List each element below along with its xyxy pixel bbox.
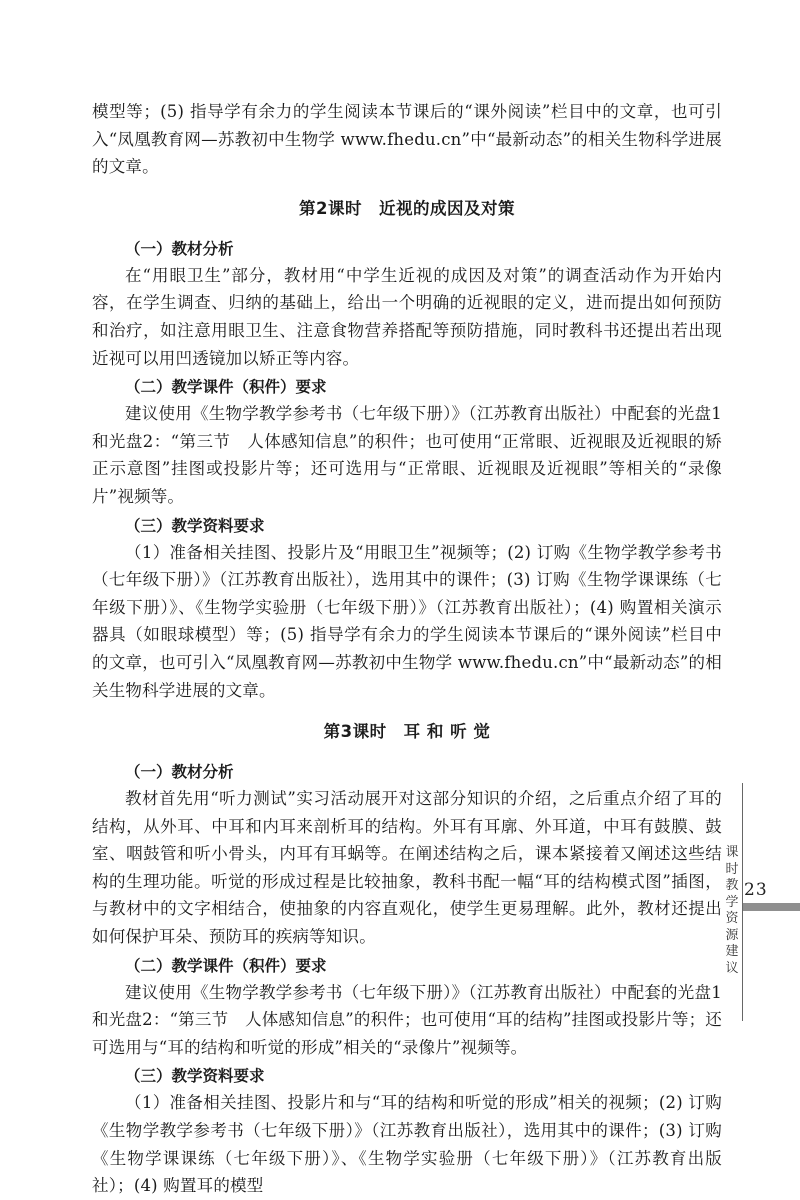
lesson3-materials-text: （1）准备相关挂图、投影片和与“耳的结构和听觉的形成”相关的视频；(2) 订购《生物学教学参考书（七年级下册）》（江苏教育出版社），选用其中的课件；(3) 订购《生物学课课练（七年级下册）》、《生物学实验册（七年级下册）》（江苏教育出版社）；(4) 购置耳的模型 (92, 1093, 722, 1196)
lesson2-title: 第2课时 近视的成因及对策 (299, 198, 515, 218)
lesson2-analysis-text: 在“用眼卫生”部分，教材用“中学生近视的成因及对策”的调查活动作为开始内容，在学生调查、归纳的基础上，给出一个明确的近视眼的定义，进而提出如何预防和治疗，如注意用眼卫生、注意食物营养搭配等预防措施，同时教科书还提出若出现近视可以用凹透镜加以矫正等内容。 (92, 265, 722, 368)
margin-section-label: 课时教学资源建议 (725, 845, 739, 976)
intro-paragraph: 模型等；(5) 指导学有余力的学生阅读本节课后的“课外阅读”栏目中的文章，也可引入“凤凰教育网—苏教初中生物学 www.fhedu.cn”中“最新动态”的相关生物科学进展的文章。 (92, 102, 722, 177)
lesson2-materials-text: （1）准备相关挂图、投影片及“用眼卫生”视频等；(2) 订购《生物学教学参考书（七年级下册）》（江苏教育出版社），选用其中的课件；(3) 订购《生物学课课练（七年级下册）》、《生物学实验册（七年级下册）》（江苏教育出版社）；(4) 购置相关演示器具（如眼球模型）等；(5) 指导学有余力的学生阅读本节课后的“课外阅读”栏目中的文章，也可引入“凤凰教育网—苏教初中生物学 www.fhedu.cn”中“最新动态”的相关生物科学进展的文章。 (92, 542, 722, 700)
lesson3-heading-materials: （三）教学资料要求 (125, 1067, 265, 1086)
lesson3-title: 第3课时 耳 和 听 觉 (323, 722, 491, 742)
lesson3-heading-courseware: （二）教学课件（积件）要求 (125, 956, 327, 975)
lesson3-analysis-text: 教材首先用“听力测试”实习活动展开对这部分知识的介绍，之后重点介绍了耳的结构，从外耳、中耳和内耳来剖析耳的结构。外耳有耳廓、外耳道，中耳有鼓膜、鼓室、咽鼓管和听小骨头，内耳有耳蜗等。在阐述结构之后，课本紧接着又阐述这些结构的生理功能。听觉的形成过程是比较抽象，教科书配一幅“耳的结构模式图”插图，与教材中的文字相结合，使抽象的内容直观化，使学生更易理解。此外，教材还提出如何保护耳朵、预防耳的疾病等知识。 (92, 789, 722, 947)
lesson2-courseware-text: 建议使用《生物学教学参考书（七年级下册）》（江苏教育出版社）中配套的光盘1和光盘2：“第三节 人体感知信息”的积件；也可使用“正常眼、近视眼及近视眼的矫正示意图”挂图或投影片等；还可选用与“正常眼、近视眼及近视眼”等相关的“录像片”视频等。 (92, 404, 722, 506)
lesson2-heading-analysis: （一）教材分析 (125, 239, 234, 258)
lesson2-heading-courseware: （二）教学课件（积件）要求 (125, 378, 327, 397)
margin-divider (742, 783, 743, 1021)
lesson3-courseware-text: 建议使用《生物学教学参考书（七年级下册）》（江苏教育出版社）中配套的光盘1和光盘2：“第三节 人体感知信息”的积件；也可使用“耳的结构”挂图或投影片等；还可选用与“耳的结构和听觉的形成”相关的“录像片”视频等。 (92, 982, 722, 1057)
lesson2-heading-materials: （三）教学资料要求 (125, 516, 265, 535)
page-number: 23 (744, 880, 768, 900)
lesson3-heading-analysis: （一）教材分析 (125, 763, 234, 782)
page-body (92, 98, 722, 1200)
page-number-bar (743, 903, 800, 911)
